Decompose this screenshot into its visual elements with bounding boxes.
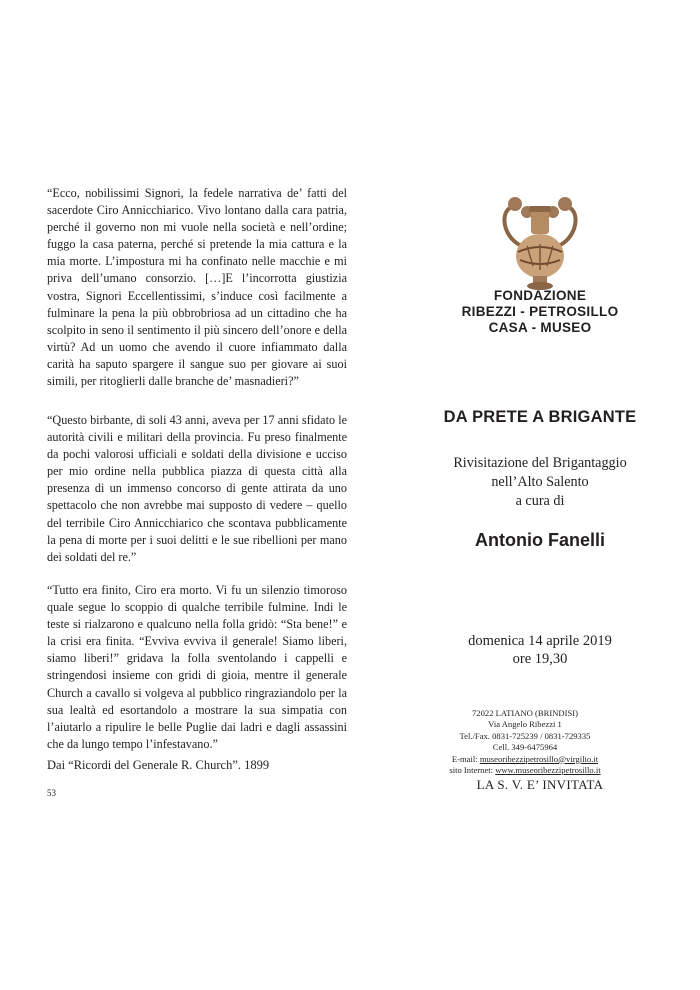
invitation-text: LA S. V. E’ INVITATA [476, 777, 604, 792]
email-label: E-mail: [451, 753, 478, 764]
quote-source: Dai “Ricordi del Generale R. Church”. 1899 [47, 758, 270, 772]
contact-block [410, 708, 670, 776]
quote-church-letter: “Ecco, nobilissimi Signori, la fedele narrativa de’ fatti del sacerdote Ciro Annicchiarico. Vivo lontano dalla cara patria, perché il governo non mi vuole nella società e nell’ordine; fuggo la casa paterna, perché si pretende la mia cattura e la mia morte. L’impostura mi ha confinato nelle macchie e mi priva dell’umano consorzio. […]E l’incorrotta giustizia vostra, Signori Eccellentissimi, s’induce così facilmente a fulminare la pena la più obbrobriosa ad un cittadino che ha scolpito in seno il sentimento il più sincero dell’onore e della virtù? Ad un uomo che avendo il cuore infiammato dalla carità ha saputo spargere il sangue suo per giovare ai suoi simili, per ritoglierli dalle branche de’ masnadieri?” [47, 186, 347, 389]
foundation-line-2: RIBEZZI - PETROSILLO [461, 304, 619, 319]
email-link[interactable]: museoribezzipetrosillo@virgilio.it [479, 753, 599, 764]
event-time: ore 19,30 [512, 651, 568, 667]
event-datetime [410, 632, 670, 668]
contact-phone: Tel./Fax. 0831-725239 / 0831-729335 [459, 730, 591, 741]
foundation-name [410, 288, 670, 336]
foundation-line-3: CASA - MUSEO [488, 320, 592, 335]
event-title: DA PRETE A BRIGANTE [443, 408, 637, 426]
contact-street: Via Angelo Ribezzi 1 [488, 719, 562, 730]
web-label: sito Internet: [449, 765, 494, 776]
subtitle-line-2: nell’Alto Salento [491, 474, 589, 490]
quote-crowd-celebration: “Tutto era finito, Ciro era morto. Vi fu un silenzio timoroso quale segue lo scoppio di qualche terribile fulmine. Indi le teste si rialzarono e qualcuno nella folla gridò: “Sta bene!” e la crisi era finita. “Evviva evviva il generale! Siamo liberi, siamo liberi!” gridava la folla sventolando i cappelli e stringendosi insieme con gridi di gioia, mentre il generale Church a cavallo si volgeva al pubblico ringraziandolo per la sua lealtà ed esortandolo a mostrare la sua simpatia con l’aiutarlo a ripulire le belle Puglie dai ladri e dagli assassini che da lungo tempo l’infestavano.” [47, 583, 347, 751]
event-subtitle [410, 454, 670, 511]
author-name: Antonio Fanelli [475, 530, 605, 550]
contact-city: 72022 LATIANO (BRINDISI) [472, 708, 578, 718]
subtitle-line-1: Rivisitazione del Brigantaggio [453, 455, 627, 471]
event-date: domenica 14 aprile 2019 [468, 633, 612, 649]
contact-email-line [410, 754, 640, 765]
subtitle-line-3: a cura di [515, 493, 565, 509]
amphora-vase-icon [495, 188, 585, 298]
page-number: 53 [47, 788, 56, 798]
foundation-line-1: FONDAZIONE [493, 288, 587, 303]
contact-web-line [410, 765, 640, 776]
contact-cell: Cell. 349-6475964 [492, 742, 558, 753]
website-link[interactable]: www.museoribezzipetrosillo.it [495, 765, 601, 776]
quote-brigand-execution: “Questo birbante, di soli 43 anni, aveva per 17 anni sfidato le autorità civili e militari della provincia. Fu preso finalmente da pochi valorosi ufficiali e soldati della divisione e ucciso per mio ordine nella pubblica piazza di questa città alla presenza di un immenso concorso di gente attirata da uno spettacolo che non avrebbe mai supposto di vedere – quello del terribile Ciro Annicchiarico che scontava pubblicamente la pena di morte per i suoi delitti e le sue ribellioni per mano dei soldati del re.” [47, 413, 347, 564]
